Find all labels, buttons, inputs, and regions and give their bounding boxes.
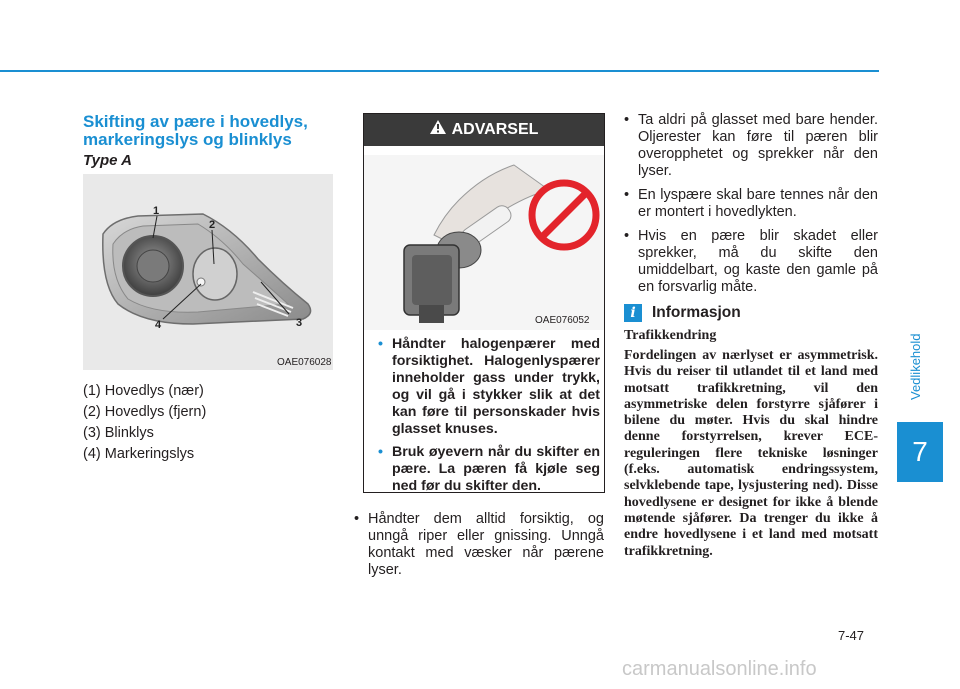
- right-bullets: [624, 112, 878, 303]
- callout-3: 3: [296, 317, 303, 329]
- warning-triangle-icon: [430, 114, 446, 146]
- warning-bullets: [378, 336, 600, 501]
- callout-2: 2: [209, 219, 216, 231]
- legend-item: (3) Blinklys: [83, 425, 154, 441]
- callout-4: 4: [155, 319, 162, 331]
- info-body: Fordelingen av nærlyset er asymmetrisk. Hvis du reiser til utlandet til et land med motsatt trafikkretning, vil den asymmetriske delen forstyrre sjåfører i bilene du møter. Hvis du skal hindre denne forstyrrelsen, krever ECE-reguleringen flere tekniske løsninger (f.eks. automatisk endringssystem, selvklebende tape, lysjustering ned). Disse hovedlysene er designet for ikke å blende møtende sjåfører. Da trenger du ikke å endre hovedlysene i et land med motsatt trafikkretning.: [624, 348, 878, 559]
- legend-item: (4) Markeringslys: [83, 446, 195, 462]
- headlamp-figure: [83, 174, 333, 370]
- warning-box: [363, 113, 605, 493]
- warning-heading: ADVARSEL: [451, 121, 539, 139]
- middle-bullet: • Håndter dem alltid forsiktig, og unngå riper eller gnissing. Unngå kontakt med væsker når pærene lyser.: [354, 511, 604, 578]
- headlamp-illustration: [83, 174, 333, 370]
- warning-bullet: • Håndter halogenpærer med forsiktighet. Halogenlyspærer inneholder gass under trykk, og vil gå i stykker slik at det kan føre til personskader hvis glasset knuses.: [378, 336, 600, 437]
- legend-list: [83, 381, 206, 465]
- info-title: Informasjon: [652, 304, 741, 321]
- bullet-item: • Hvis en pære blir skadet eller sprekker, må du skifte den umiddelbart, og kaste den gamle på en forsvarlig måte.: [624, 228, 878, 295]
- legend-item: (2) Hovedlys (fjern): [83, 404, 207, 420]
- page-number: 7-47: [838, 628, 865, 643]
- section-title: Skifting av pære i hovedlys, markeringslys og blinklys: [83, 112, 308, 149]
- type-label: Type A: [83, 152, 132, 169]
- top-rule: [0, 70, 879, 72]
- watermark: carmanualsonline.info: [622, 658, 817, 680]
- bullet-item: • Ta aldri på glasset med bare hender. Oljerester kan føre til pæren blir overopphetet og sprekker når den lyser.: [624, 112, 878, 179]
- warning-figure-code: OAE076052: [535, 315, 590, 326]
- figure-code: OAE076028: [277, 357, 332, 368]
- warning-header: [364, 114, 604, 146]
- bullet-item: • En lyspære skal bare tennes når den er montert i hovedlykten.: [624, 187, 878, 220]
- bulb-handling-figure: [364, 155, 604, 330]
- legend-item: (1) Hovedlys (nær): [83, 383, 204, 399]
- chapter-side-label: Vedlikehold: [908, 333, 923, 400]
- warning-bullet: • Bruk øyevern når du skifter en pære. La pæren få kjøle seg ned før du skifter den.: [378, 444, 600, 494]
- chapter-tab: 7: [897, 422, 943, 482]
- info-icon: i: [624, 304, 642, 322]
- callout-1: 1: [153, 205, 160, 217]
- info-subtitle: Trafikkendring: [624, 328, 717, 343]
- bulb-illustration: [364, 155, 604, 330]
